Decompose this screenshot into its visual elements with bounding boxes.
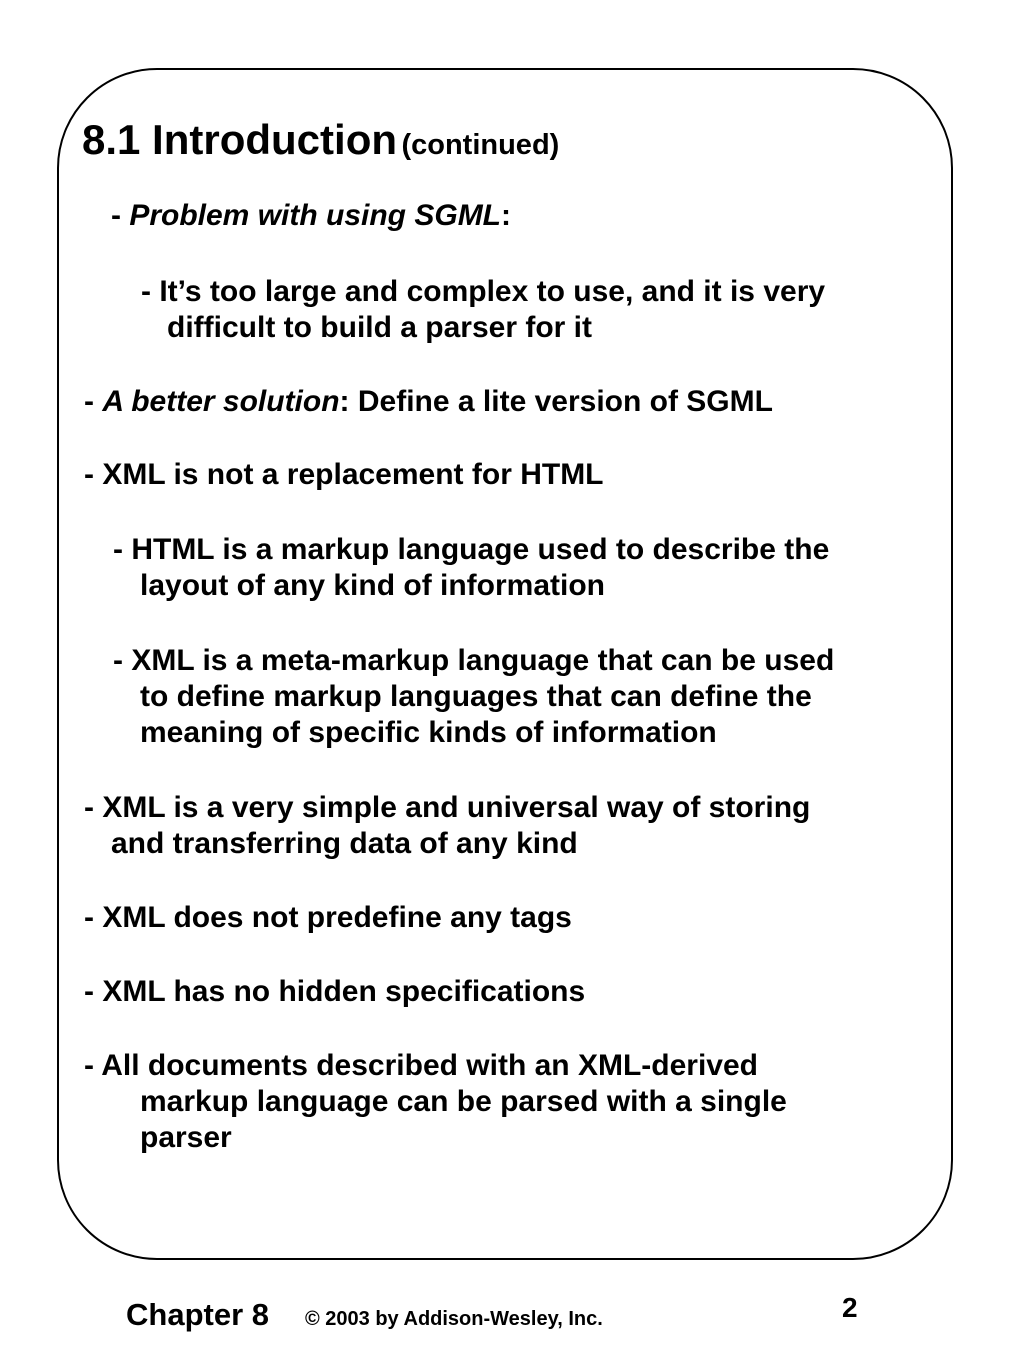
footer-chapter: Chapter 8 [126,1297,269,1332]
bullet-dash: - [111,199,130,232]
bullet-emphasis: A better solution [102,385,340,418]
bullet-better-solution [84,384,773,420]
bullet-html-markup-cont: layout of any kind of information [140,569,605,602]
slide-title: 8.1 Introduction [82,116,397,163]
bullet-emphasis: Problem with using SGML [129,199,502,232]
page-number: 2 [842,1292,858,1323]
bullet-no-hidden-specs: - XML has no hidden specifications [84,975,586,1008]
bullet-xml-meta: - XML is a meta-markup language that can be used [113,644,835,677]
bullet-rest: : Define a lite version of SGML [339,385,773,418]
bullet-single-parser-cont1: markup language can be parsed with a single [140,1085,787,1118]
bullet-dash: - [84,385,103,418]
bullet-xml-meta-cont2: meaning of specific kinds of information [140,716,717,749]
bullet-not-replacement: - XML is not a replacement for HTML [84,458,604,491]
slide-title-row [82,116,559,164]
bullet-simple-universal-cont: and transferring data of any kind [111,827,578,860]
bullet-problem-sgml [111,198,511,234]
bullet-no-predefined-tags: - XML does not predefine any tags [84,901,572,934]
bullet-single-parser-cont2: parser [140,1121,232,1154]
bullet-too-complex-cont: difficult to build a parser for it [167,311,593,344]
bullet-rest: : [501,199,512,232]
bullet-simple-universal: - XML is a very simple and universal way of storing [84,791,811,824]
bullet-xml-meta-cont1: to define markup languages that can define the [140,680,812,713]
bullet-single-parser: - All documents described with an XML-derived [84,1049,758,1082]
bullet-too-complex: - It’s too large and complex to use, and it is very [141,275,826,308]
bullet-html-markup: - HTML is a markup language used to describe the [113,533,830,566]
slide-subtitle: (continued) [401,129,560,161]
footer-copyright: © 2003 by Addison-Wesley, Inc. [305,1308,603,1330]
